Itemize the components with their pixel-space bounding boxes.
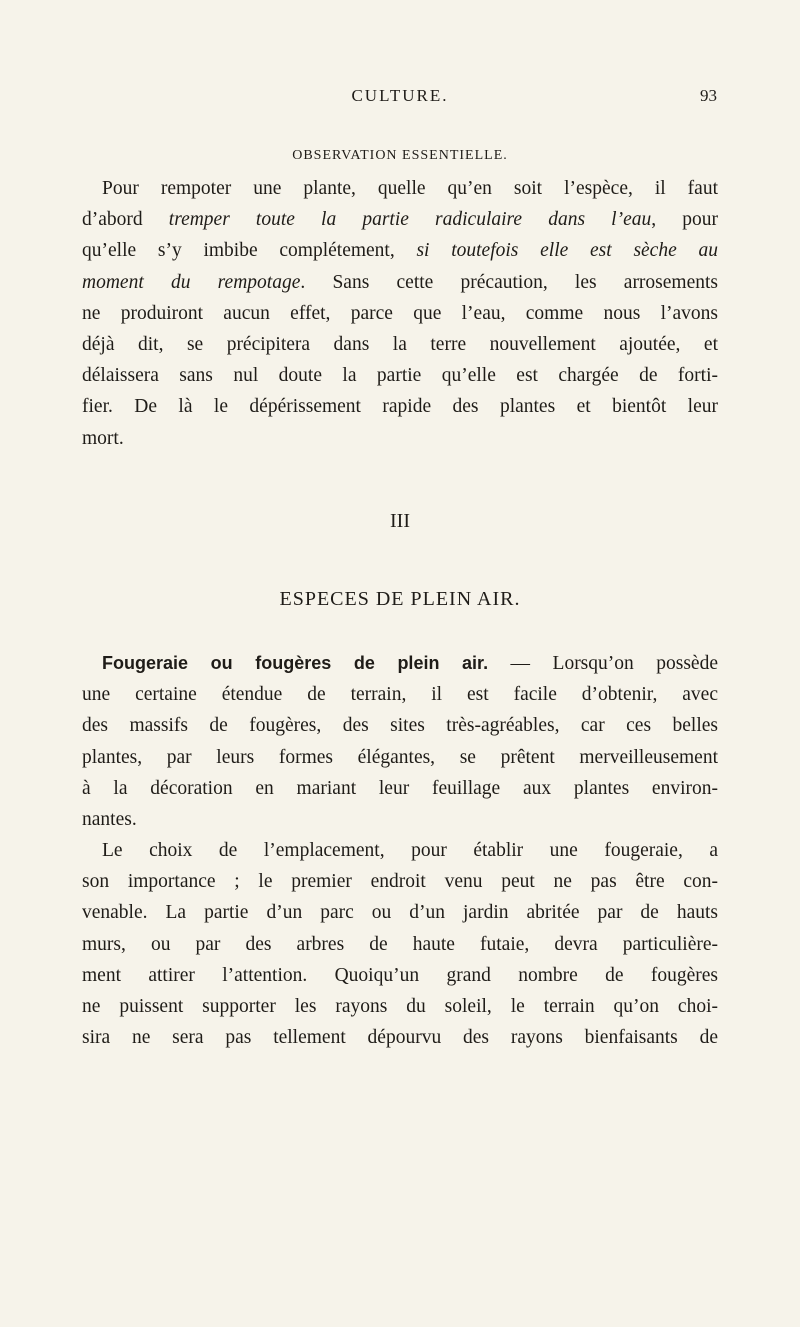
text-span: délaissera sans nul doute la partie qu’elle est chargée de forti- [82,365,718,387]
text-line [82,173,718,204]
text-line [82,235,718,266]
paragraph-fougeraie [82,648,718,835]
text-line: sira ne sera pas tellement dépourvu des rayons bienfaisants de [82,1027,718,1049]
text-line: plantes, par leurs formes élégantes, se prêtent merveilleusement [82,746,718,768]
text-line: ne puissent supporter les rayons du soleil, le terrain qu’on choi- [82,996,718,1018]
text-line: Le choix de l’emplacement, pour établir une fougeraie, a [102,840,718,861]
text-line [82,360,718,391]
text-line [82,267,718,298]
text-span: fier. De là le dépérissement rapide des plantes et bientôt leur [82,396,718,418]
section-number: III [390,510,410,532]
note-title: OBSERVATION ESSENTIELLE. [292,148,508,163]
text-span: d’abord [82,209,169,231]
text-line: son importance ; le premier endroit venu peut ne pas être con- [82,871,718,893]
text-span: — Lorsqu’on possède [488,653,718,674]
run-in-heading: Fougeraie ou fougères de plein air. [102,653,489,673]
text-line: des massifs de fougères, des sites très-agréables, car ces belles [82,715,718,737]
text-line: murs, ou par des arbres de haute futaie, devra particulière- [82,933,718,955]
text-line [82,648,718,679]
text-line: venable. La partie d’un parc ou d’un jardin abritée par de hauts [82,902,718,924]
text-line: à la décoration en mariant leur feuillage aux plantes environ- [82,777,718,799]
section-title: ESPECES DE PLEIN AIR. [279,588,521,610]
text-span: déjà dit, se précipitera dans la terre nouvellement ajoutée, et [82,334,718,356]
text-line [82,298,718,329]
running-title: CULTURE. [351,86,449,105]
text-line: une certaine étendue de terrain, il est facile d’obtenir, avec [82,684,718,706]
italic-span: tremper toute la partie radiculaire dans l’eau [168,209,652,231]
italic-span: moment du rempotage [82,271,301,293]
text-line [82,204,718,235]
paragraph-emplacement [82,835,718,1053]
italic-span: si toutefois elle est sèche au [416,240,718,262]
text-span: qu’elle s’y imbibe complétement, [82,240,417,262]
text-line: ment attirer l’attention. Quoiqu’un grand nombre de fougères [82,964,718,986]
text-span: , pour [651,209,718,231]
running-head [0,86,800,110]
text-span: Pour rempoter une plante, quelle qu’en soit l’espèce, il faut [102,178,718,199]
page-number: 93 [700,86,717,105]
text-span: ne produiront aucun effet, parce que l’eau, comme nous l’avons [82,302,718,324]
note-paragraph [82,173,718,454]
text-line [82,329,718,360]
text-span: mort. [82,427,124,449]
text-span: . Sans cette précaution, les arrosements [300,271,719,293]
text-line: nantes. [82,809,137,831]
text-line [82,391,718,422]
text-line [82,423,718,454]
